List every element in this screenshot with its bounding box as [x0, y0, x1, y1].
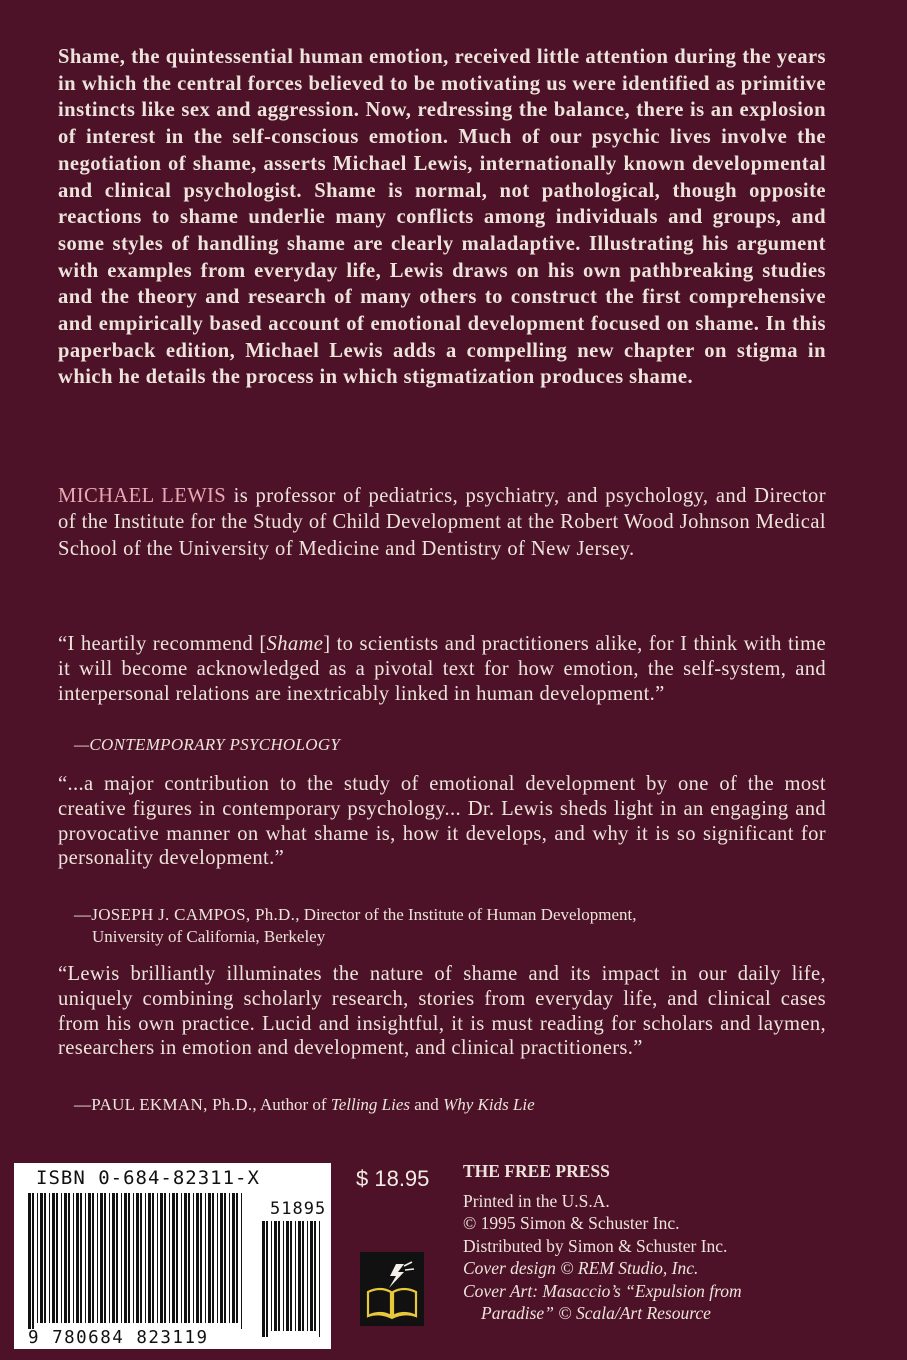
review-attribution-3-name: —PAUL EKMAN, Ph.D.	[74, 1095, 253, 1114]
barcode-label	[14, 1163, 331, 1349]
barcode-bar	[133, 1193, 134, 1323]
barcode-bar	[140, 1193, 142, 1323]
barcode-bar	[176, 1193, 178, 1323]
barcode-bar	[145, 1193, 146, 1323]
barcode-bar	[28, 1193, 31, 1329]
barcode-bar	[283, 1221, 284, 1331]
printed-in: Printed in the U.S.A.	[463, 1190, 610, 1211]
barcode-bar	[200, 1193, 202, 1323]
barcode-bar	[148, 1193, 151, 1323]
barcode-bar	[290, 1221, 292, 1331]
cover-art-credit-line-1: Cover Art: Masaccio’s “Expulsion from	[463, 1280, 742, 1301]
barcode-bar	[124, 1193, 127, 1323]
review-attribution-2-name: —JOSEPH J. CAMPOS, Ph.D.	[74, 905, 296, 924]
barcode-bar	[232, 1193, 235, 1323]
barcode-bar	[121, 1193, 122, 1323]
barcode-bar	[262, 1221, 265, 1337]
barcode-bar	[109, 1193, 110, 1323]
barcode-bar	[172, 1193, 175, 1323]
barcode-bar	[157, 1193, 158, 1323]
barcode-bar	[160, 1193, 163, 1323]
review-attribution-3-role: , Author of	[252, 1095, 331, 1114]
publisher-logo	[360, 1252, 424, 1326]
barcode-bar	[40, 1193, 43, 1323]
distributor-line: Distributed by Simon & Schuster Inc.	[463, 1235, 728, 1256]
review-attribution-3-book-2: Why Kids Lie	[443, 1095, 535, 1114]
barcode-bar	[278, 1221, 280, 1331]
barcode-bar	[64, 1193, 67, 1323]
barcode-bar	[128, 1193, 130, 1323]
barcode-bar	[188, 1193, 190, 1323]
open-book-icon	[360, 1252, 424, 1326]
barcode-bar	[49, 1193, 50, 1323]
barcode-bar	[136, 1193, 139, 1323]
barcode-bar	[310, 1221, 313, 1331]
barcode-ean-digits: 9 780684 823119	[28, 1328, 209, 1348]
review-quote-3: “Lewis brilliantly illuminates the nature of shame and its impact in our daily life, uniquely combining scholarly research, stories from everyday life, and clinical cases from his own practice. Lucid and insightful, it is must reading for scholars and laymen, researchers in emotion and development, and clinical practitioners.”	[58, 963, 826, 1060]
review-quote-1-pre: “I heartily recommend [	[58, 633, 267, 655]
barcode-bar	[68, 1193, 70, 1323]
isbn-number: ISBN 0-684-82311-X	[36, 1167, 260, 1189]
barcode-bar	[104, 1193, 106, 1323]
barcode-bar	[76, 1193, 79, 1323]
barcode-bar	[229, 1193, 230, 1323]
barcode-bar	[181, 1193, 182, 1323]
barcode-bar	[152, 1193, 154, 1323]
barcode-bar	[286, 1221, 289, 1331]
barcode-bar	[271, 1221, 272, 1331]
barcode-bar	[73, 1193, 74, 1323]
barcode-bar	[112, 1193, 115, 1323]
review-quote-1-post: ] to scientists and practitioners alike, for I think with time it will become acknowledged as a pivotal text for how emotion, the self-system, and interpersonal relations are inextricably linked in human development.”	[58, 633, 826, 705]
barcode-bar	[44, 1193, 46, 1323]
barcode-bar	[97, 1193, 98, 1323]
barcode-bar	[196, 1193, 199, 1323]
review-attribution-3	[74, 1094, 535, 1116]
barcode-bar	[295, 1221, 296, 1331]
barcode-bar	[169, 1193, 170, 1323]
barcode-bar	[266, 1221, 268, 1337]
copyright-line: © 1995 Simon & Schuster Inc.	[463, 1213, 680, 1233]
publisher-name: THE FREE PRESS	[463, 1161, 610, 1181]
barcode-bar	[80, 1193, 82, 1323]
barcode-bar	[302, 1221, 304, 1331]
barcode-bar	[184, 1193, 187, 1323]
barcode-bar	[193, 1193, 194, 1323]
barcode-price-code: 51895	[270, 1199, 327, 1219]
barcode-bar	[236, 1193, 238, 1323]
barcode-bar	[212, 1193, 214, 1323]
barcode-graphic	[14, 1163, 331, 1349]
barcode-bar	[208, 1193, 211, 1323]
barcode-bar	[32, 1193, 34, 1329]
barcode-bar	[205, 1193, 206, 1323]
book-description: Shame, the quintessential human emotion, received little attention during the years in which the central forces believed to be motivating us were identified as primitive instincts like sex and aggression. Now, redressing the balance, there is an explosion of interest in the self-conscious emotion. Much of our psychic lives involve the negotiation of shame, asserts Michael Lewis, internationally known developmental and clinical psychologist. Shame is normal, not pathological, though opposite reactions to shame underlie many conflicts among individuals and groups, and some styles of handling shame are clearly maladaptive. Illustrating his argument with examples from everyday life, Lewis draws on his own pathbreaking studies and the theory and research of many others to construct the first comprehensive and empirically based account of emotional development focused on shame. In this paperback edition, Michael Lewis adds a compelling new chapter on stigma in which he details the process in which stigmatization produces shame.	[58, 46, 826, 389]
barcode-bar	[224, 1193, 226, 1323]
review-attribution-3-and: and	[410, 1095, 444, 1114]
barcode-bar	[116, 1193, 118, 1323]
barcode-bar	[274, 1221, 277, 1331]
barcode-bar	[217, 1193, 218, 1323]
barcode-bar	[241, 1193, 242, 1329]
barcode-bar	[100, 1193, 103, 1323]
review-attribution-2-affiliation: University of California, Berkeley	[92, 927, 326, 946]
barcode-bar	[52, 1193, 55, 1323]
barcode-bar	[307, 1221, 308, 1331]
review-quote-2: “...a major contribution to the study of emotional development by one of the most creative figures in contemporary psychology... Dr. Lewis sheds light in an engaging and provocative manner on what shame is, how it develops, and why it is so significant for personality development.”	[58, 773, 826, 870]
cover-art-credit-line-2: Paradise” © Scala/Art Resource	[481, 1303, 711, 1323]
publisher-info	[463, 1160, 883, 1325]
barcode-bar	[37, 1193, 38, 1323]
review-attribution-1: —CONTEMPORARY PSYCHOLOGY	[74, 735, 341, 754]
author-bio	[58, 483, 826, 562]
review-quote-1	[58, 632, 826, 706]
barcode-bar	[298, 1221, 301, 1331]
review-attribution-2-role: , Director of the Institute of Human Development,	[295, 905, 637, 924]
price: $ 18.95	[356, 1166, 430, 1191]
cover-design-credit: Cover design © REM Studio, Inc.	[463, 1258, 699, 1278]
barcode-bar	[164, 1193, 166, 1323]
review-quote-1-title: Shame	[266, 633, 324, 655]
barcode-bar	[61, 1193, 62, 1323]
barcode-bar	[319, 1221, 320, 1337]
author-name: MICHAEL LEWIS	[58, 485, 227, 507]
review-attribution-2	[74, 904, 854, 948]
barcode-bar	[92, 1193, 94, 1323]
barcode-bar	[314, 1221, 316, 1331]
author-bio-text: is professor of pediatrics, psychiatry, and psychology, and Director of the Institute for the Study of Child Development at the Robert Wood Johnson Medical School of the University of Medicine and Dentistry of New Jersey.	[58, 485, 826, 560]
barcode-bar	[56, 1193, 58, 1323]
barcode-bar	[220, 1193, 223, 1323]
review-attribution-3-book-1: Telling Lies	[330, 1095, 411, 1114]
barcode-bar	[85, 1193, 86, 1323]
barcode-bar	[88, 1193, 91, 1323]
